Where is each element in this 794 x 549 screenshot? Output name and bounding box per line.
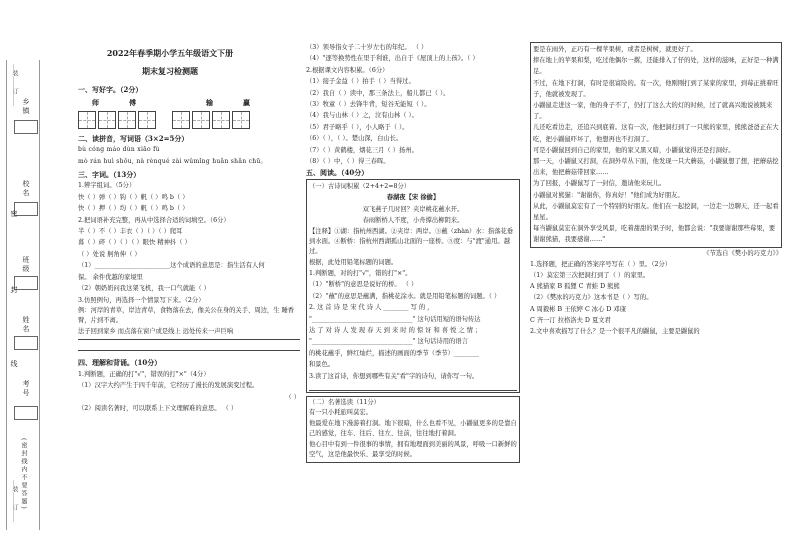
sub2-title: （二）名著选读（11分） [309, 398, 380, 406]
writing-grid-cell[interactable] [192, 111, 210, 129]
copy-chars-labels [78, 97, 300, 108]
writing-grid-cell[interactable] [172, 111, 190, 129]
reading-q1-a: （1）莫宏第三次把洞打到了（ ）的家里。 [530, 272, 650, 280]
reading-box [306, 396, 520, 463]
q5-2-f: 和景色。 [309, 361, 335, 369]
right-column [530, 42, 782, 542]
middle-column [306, 42, 520, 542]
mid-line-6: （3）牧童（ ）去锋牛背，短谷无能短（ ）。 [306, 101, 431, 109]
town-field[interactable] [14, 120, 38, 134]
poem-box [306, 179, 520, 393]
copy-char-2: 傅 [129, 98, 136, 108]
section1-title: 一、写好字。（2分） [78, 85, 143, 94]
story-line-2: 摔在地上的苹果和梨，吃过他偶尔一撂，还能排入了仔的处，这样的滋味，正好是一种满足。 [533, 57, 779, 76]
binding-sidebar [6, 60, 40, 530]
writing-grid-cell[interactable] [232, 111, 250, 129]
poem-line-1: 双飞燕子几时回？夹岸桃花蘸水开。 [362, 205, 464, 213]
sidebar-label-name: 姓名 [22, 316, 30, 334]
section4-title: 四、理解和背诵。（10分） [78, 358, 162, 368]
story-line-3: 不过，在地下打洞，有时是很富险的。有一次，他刚刚打到了某家的家里，到莓正挑着旺子，他就被发现了。 [533, 79, 779, 98]
poem-notes-2: 根据，此处用铅笔标题的词题。 [309, 258, 398, 266]
reading-q1-b-options: A 周毅彬 B 王依婷 C 冰心 D 邓康 [530, 305, 627, 313]
answer-line[interactable] [78, 339, 300, 340]
reading-q1: 1.选择题，把正确的答案序号写在（ ）里。（2分） [530, 260, 672, 268]
sub1-title: （一）古诗词积累（2+4+2=8分） [309, 182, 411, 190]
section3-title: 三、字词。（13分） [78, 170, 141, 180]
sidebar-label-class: 班级 [22, 256, 30, 274]
q5-2: 2. 这 首 诗 是 宋 代 诗 人 ________ 写 的 ， [309, 304, 434, 312]
q5-1-a: （1）"断桥"的意思是说好的桥。 （ ） [309, 281, 418, 289]
pinyin-row-2: mò rán huì shǒu, nà rènqué zài wǔmǐng huǎn shǎn chū。 [78, 157, 267, 165]
q1-row-1: 快（ ）弹（ ）钩（ ）帆（ ）鸣 b（ ） [78, 193, 189, 201]
mid-line-10: （7）（ ）黄鹤楼，烟花三月（ ）扬州。 [306, 146, 418, 154]
sidebar-label-town: 乡镇 [22, 98, 30, 116]
writing-grid-cell[interactable] [98, 111, 116, 129]
q2-sub-a-cont: 保。 余件优越的家境里 [78, 273, 143, 281]
story-line-9: 小鼹鼠对熊猫："谢谢你，你真好！"他们成为好朋友。 [533, 191, 684, 199]
sidebar-label-exam-id: 考号 [22, 380, 30, 398]
mid-line-4: （1）接子金益（ ）拍手（ ）当得过。 [306, 78, 415, 86]
seal-word-3: 线 [10, 360, 18, 369]
story-box [530, 42, 782, 248]
writing-grid-cell[interactable] [138, 111, 156, 129]
name-field[interactable] [14, 336, 38, 350]
q5-2-d: "________________________________" 这句话诗用的语言 [309, 338, 468, 346]
reading-q2: 2.文中喜欢描写了什么？是一个很平凡的鼹鼠，主要是鼹鼠的 [530, 328, 700, 336]
story-line-8: 为了回报，小鼹鼠写了一封信，邀请他来玩儿。 [533, 180, 666, 188]
sub2-line-3: 他心目中有到一件很事的事情，拥有地理面到美丽的风景，呼吸一口新鲜的空气，这是他最快乐、最享受的时候。 [309, 440, 517, 459]
story-line-5: 儿还吃看边走，还追兴到底着。这有一次，他把洞打到了一只熊的家里，熊熊爸爸正在大吃，把小鼹鼠吓坏了，他想再也不打洞了。 [533, 124, 779, 143]
q2-row-3: （ ）处说 舸角伸（ ） [78, 250, 141, 258]
pinyin-row-1: bù cóng máo dùn xiāo fù [78, 146, 160, 154]
mid-line-2: （4）"逐等换势性在里于利谁，出自于《屋顶上的上孩》。（ ） [306, 55, 479, 63]
copy-char-3: 输 [206, 98, 213, 108]
seal-footnote: (密封线内不要答题) [20, 438, 27, 511]
question-3-2: 2.把词语补充完整，再从中选择合适的词填空。（6分） [78, 216, 230, 224]
poem-notes: 【注释】①湖：指杭州西湖。②夹岸：两岸。③蘸（zhàn）水：指落花垂到水面。④断桥：指杭州西湖孤山北面的一座桥。⑤度：与"渡"通用。越过。 [309, 227, 514, 255]
q5-2-e: 的桃花蘸乎，鲜红灿烂，描述的画面的季节（季节）________ [309, 349, 480, 357]
q2-sub-b: （2）朝奶奶问我这架飞机，我一口气就能（ ） [78, 285, 210, 293]
mid-line-3: 2.根据课文内容积累。（6分） [306, 66, 389, 74]
story-line-6: 可是小鼹鼠回到自己的家里，他的家又黑又暗，小鼹鼠觉得还是打洞好。 [533, 146, 735, 154]
q5-1-b: （2）"蘸"的意思是蘸满，指桃花涂水。就是用铅笔标题的词题。（ ） [309, 292, 501, 300]
writing-grid-group-1 [78, 111, 156, 129]
poem-line-2: 春雨断桥人不度，小舟撑出柳阴来。 [362, 217, 464, 225]
q1-row-2: 快（ ）押（ ）均（ ）帆（ ）鸣 b（ ） [78, 205, 189, 213]
q4-1-b: （2）阅读名著时，可以联系上下文理解难的意思。 （ ） [78, 404, 238, 412]
sub2-line-2: 他最爱在地下漫游着打洞。地下很暗，什么也看不见，小鼹鼠更多的是靠自己的感觉，往车、往后、往左、往前，往往地打着洞。 [309, 419, 517, 438]
exam-title-line1: 2022年春季期小学五年级语文下册 [106, 48, 234, 58]
seal-word-2: 封 [10, 286, 18, 295]
reading-source: 《节选自《樊小的巧克力》》 [703, 249, 782, 257]
writing-grid-group-2 [172, 111, 250, 129]
story-line-10: 从此，小鼹鼠莫宏有了一个特别的好朋友。他们在一起挖洞，一边走一边聊天，还一起看星星。 [533, 202, 779, 222]
seal-word-1: 密 [10, 210, 18, 219]
writing-grid-cell[interactable] [212, 111, 230, 129]
story-line-4: 小鼹鼠走进这一家，他的身子不了，仍打了这么大的灯的时候，过了就高兴地说被跳来了。 [533, 102, 773, 121]
q2-row-1: 半（ ）不（ ）丰衣（ ）（ ）（ ）爬耳 [78, 228, 183, 236]
binding-marker-bottom: …装……订…… [11, 480, 18, 522]
section5-title: 五、阅读。（40分） [306, 168, 369, 178]
q5-2-b: "________________________________" 这句话用短的语句传达 [309, 315, 481, 323]
answer-line[interactable] [309, 390, 517, 391]
writing-grids [78, 111, 300, 129]
question-4-1: 1.判断题，正确的打"√"，错误的打"×"（4分） [78, 370, 210, 378]
q3-options: 法子回到家乡 而点落在窗户或是线上 远处传来一声巨响 [78, 327, 234, 335]
binding-marker-top: …装……订…… [11, 64, 18, 106]
q5-3: 3.读了这首诗，你想到哪些有关"看"字的诗句，请你写一句。 [309, 372, 479, 380]
left-column [78, 84, 300, 544]
q2-sub-a: （1）________________________这个成语的意思是：指生活有人何 [78, 262, 265, 270]
mid-line-8: （5）君子略乎（ ），小人略于（ ）。 [306, 123, 409, 131]
q4-1-a: （1）汉字大约产生于四千年前，它经历了漫长的发展演变过程。 [78, 382, 259, 390]
sub2-line-1: 有一只小耗旅叫莫宏。 [309, 409, 372, 417]
question-3-3: 3.仿照例句，再选择一个情景写下来。（2分） [78, 296, 205, 304]
mid-line-9: （6）（ ），（ ）。楚山深，白山长。 [306, 135, 403, 143]
question-3-1: 1.辨字组词。（5分） [78, 182, 136, 190]
poem-title: 春湖夜【宋 徐偷】 [386, 194, 440, 202]
q5-2-c: 达 了 对 诗 人 发 现 春 天 到 来 时 的 惊 讶 和 喜 悦 之 情 ； [309, 326, 482, 334]
mid-line-5: （2）我自（ ）读中，那三条法上，船儿都已（ ）。 [306, 89, 450, 97]
sidebar-label-school: 校名 [22, 180, 30, 198]
reading-q1-a-options: A 熊猫家 B 狐狸 C 青蛙 D 熊熊 [530, 283, 620, 291]
writing-grid-cell[interactable] [118, 111, 136, 129]
exam-id-field[interactable] [14, 406, 38, 420]
q2-row-2: 暮（ ）碎（ ）（ ）（ ）眼快 精神抖（ ） [78, 239, 191, 247]
story-line-11: 每当鼹鼠莫宏在洞外享受风景，吃着甜甜的果子时，他都会说："我要谢谢那些莓果，要谢谢熊猫，我要感谢……" [533, 225, 776, 244]
copy-char-4: 赢 [243, 98, 250, 108]
q4-1-a-answer[interactable]: （ ） [285, 393, 300, 401]
exam-title-line2: 期末复习检测题 [142, 66, 198, 76]
q5-1: 1.判断题，对的打"√"，错的打"×"。 [309, 269, 412, 277]
mid-line-1: （3）领导指女子二十岁左右的年纪。 （ ） [306, 44, 428, 51]
copy-char-1: 师 [92, 98, 99, 108]
mid-line-11: （8）（ ）中，（ ）得三春晖。 [306, 158, 390, 166]
answer-line[interactable] [78, 350, 300, 351]
writing-grid-cell[interactable] [78, 111, 96, 129]
reading-q1-b: （2）《樊冰的巧克力》这本书是（ ）写的。 [530, 294, 653, 302]
reading-q1-b-options-2: C 齐一汀 拉格洛夫 D 夏文君 [530, 316, 611, 324]
story-line-7: 那一天，小鼹鼠又打洞，在洞外草丛下面，他发现一只大蘑菇，小鼹鼠想了想，把蘑菇挖出来，他把蘑菇带回家…… [533, 158, 779, 177]
section2-title: 二、读拼音，写词语（3×2=5分） [78, 133, 189, 143]
mid-line-7: （4）我与山林（ ）之，泣有山林（ ）。 [306, 112, 418, 120]
q3-example: 例：河岸的青草，岸边青草，食物落在去，像关公在身的关手、周边，生 睡香臂，片到不离。 [78, 306, 295, 324]
story-line-1: 要是在雨外，正巧有一棵苹果树，或者是树树，就更好了。 [533, 46, 697, 53]
